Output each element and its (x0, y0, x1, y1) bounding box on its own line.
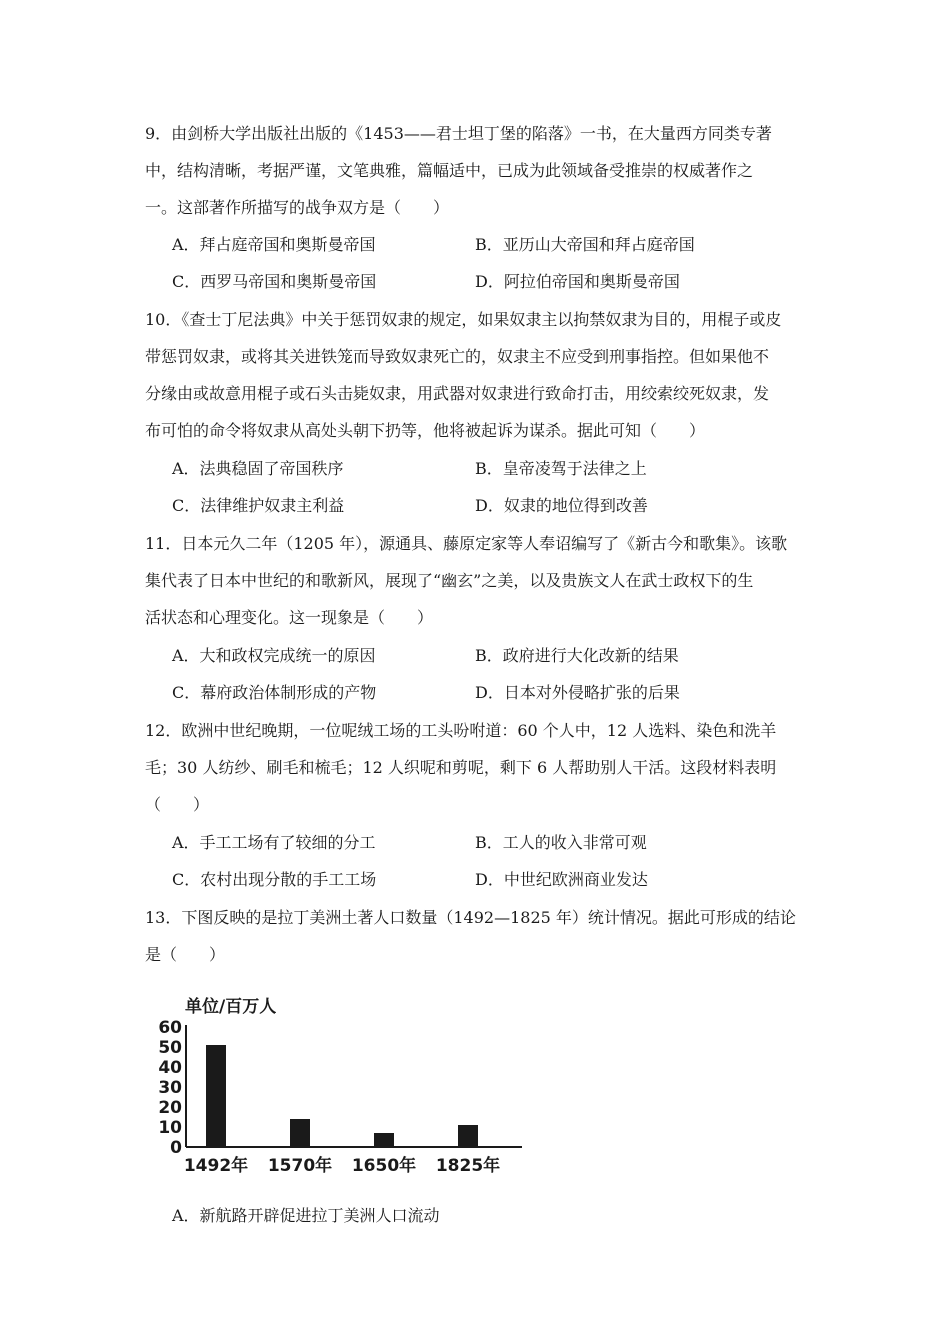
q13-option-a: A．新航路开辟促进拉丁美洲人口流动 (172, 1206, 440, 1225)
x-tick-label: 1492年 (183, 1156, 249, 1176)
q12-option-a: A．手工工场有了较细的分工 (172, 833, 376, 852)
bar-1650年 (374, 1133, 394, 1147)
q9-option-d: D．阿拉伯帝国和奥斯曼帝国 (475, 272, 680, 291)
q10-line-4: 布可怕的命令将奴隶从高处头朝下扔等，他将被起诉为谋杀。据此可知（ ） (145, 421, 706, 440)
y-axis-ticks (158, 1018, 182, 1158)
q12-option-c: C．农村出现分散的手工工场 (172, 870, 377, 889)
bar-1570年 (290, 1119, 310, 1147)
x-tick-label: 1825年 (435, 1156, 501, 1176)
q9-option-b: B．亚历山大帝国和拜占庭帝国 (475, 235, 695, 254)
q10-option-b: B．皇帝凌驾于法律之上 (475, 459, 647, 478)
q10-line-2: 带惩罚奴隶，或将其关进铁笼而导致奴隶死亡的，奴隶主不应受到刑事指控。但如果他不 (145, 347, 770, 366)
q9-option-c: C．西罗马帝国和奥斯曼帝国 (172, 272, 377, 291)
y-tick-label: 40 (158, 1058, 182, 1078)
q10-line-1: 10．《查士丁尼法典》中关于惩罚奴隶的规定，如果奴隶主以拘禁奴隶为目的，用棍子或皮 (145, 310, 782, 329)
q12-line-2: 毛；30 人纺纱、刷毛和梳毛；12 人织呢和剪呢，剩下 6 人帮助别人干活。这段材料表明 (145, 758, 777, 777)
y-tick-label: 0 (170, 1138, 182, 1158)
q11-option-b: B．政府进行大化改新的结果 (475, 646, 679, 665)
q12-option-d: D．中世纪欧洲商业发达 (475, 870, 648, 889)
q11-line-1: 11．日本元久二年（1205 年），源通具、藤原定家等人奉诏编写了《新古今和歌集》。该歌 (145, 534, 788, 553)
q10-line-3: 分缘由或故意用棍子或石头击毙奴隶，用武器对奴隶进行致命打击，用绞索绞死奴隶，发 (145, 384, 770, 403)
q9-line-3: 一。这部著作所描写的战争双方是（ ） (145, 198, 450, 217)
x-axis-labels (184, 1155, 500, 1176)
q13-line-1: 13．下图反映的是拉丁美洲土著人口数量（1492—1825 年）统计情况。据此可形成的结论 (145, 908, 796, 927)
bars-group (206, 1045, 478, 1147)
population-bar-chart (150, 992, 530, 1177)
y-tick-label: 30 (158, 1078, 182, 1098)
q11-option-c: C．幕府政治体制形成的产物 (172, 683, 377, 702)
y-tick-label: 60 (158, 1018, 182, 1038)
x-tick-label: 1650年 (351, 1156, 417, 1176)
y-tick-label: 50 (158, 1038, 182, 1058)
x-tick-label: 1570年 (267, 1156, 333, 1176)
q9-line-2: 中，结构清晰，考据严谨，文笔典雅，篇幅适中，已成为此领域备受推崇的权威著作之 (145, 161, 754, 180)
y-tick-label: 20 (158, 1098, 182, 1118)
bar-1825年 (458, 1125, 478, 1147)
q13-line-2: 是（ ） (145, 945, 226, 964)
q9-line-1: 9．由剑桥大学出版社出版的《1453——君士坦丁堡的陷落》一书，在大量西方同类专著 (145, 124, 772, 143)
q11-option-d: D．日本对外侵略扩张的后果 (475, 683, 680, 702)
q12-line-1: 12．欧洲中世纪晚期，一位呢绒工场的工头吩咐道：60 个人中，12 人选料、染色和洗羊 (145, 721, 777, 740)
q10-option-d: D．奴隶的地位得到改善 (475, 496, 648, 515)
q11-line-2: 集代表了日本中世纪的和歌新风，展现了“幽玄”之美，以及贵族文人在武士政权下的生 (145, 571, 754, 590)
y-tick-label: 10 (158, 1118, 182, 1138)
q12-option-b: B．工人的收入非常可观 (475, 833, 647, 852)
q11-line-3: 活状态和心理变化。这一现象是（ ） (145, 608, 434, 627)
q12-line-3: （ ） (145, 795, 210, 814)
q11-option-a: A．大和政权完成统一的原因 (172, 646, 376, 665)
chart-title: 单位/百万人 (185, 997, 277, 1017)
q9-option-a: A．拜占庭帝国和奥斯曼帝国 (172, 235, 376, 254)
q10-option-a: A．法典稳固了帝国秩序 (172, 459, 344, 478)
bar-1492年 (206, 1045, 226, 1147)
q10-option-c: C．法律维护奴隶主利益 (172, 496, 345, 515)
